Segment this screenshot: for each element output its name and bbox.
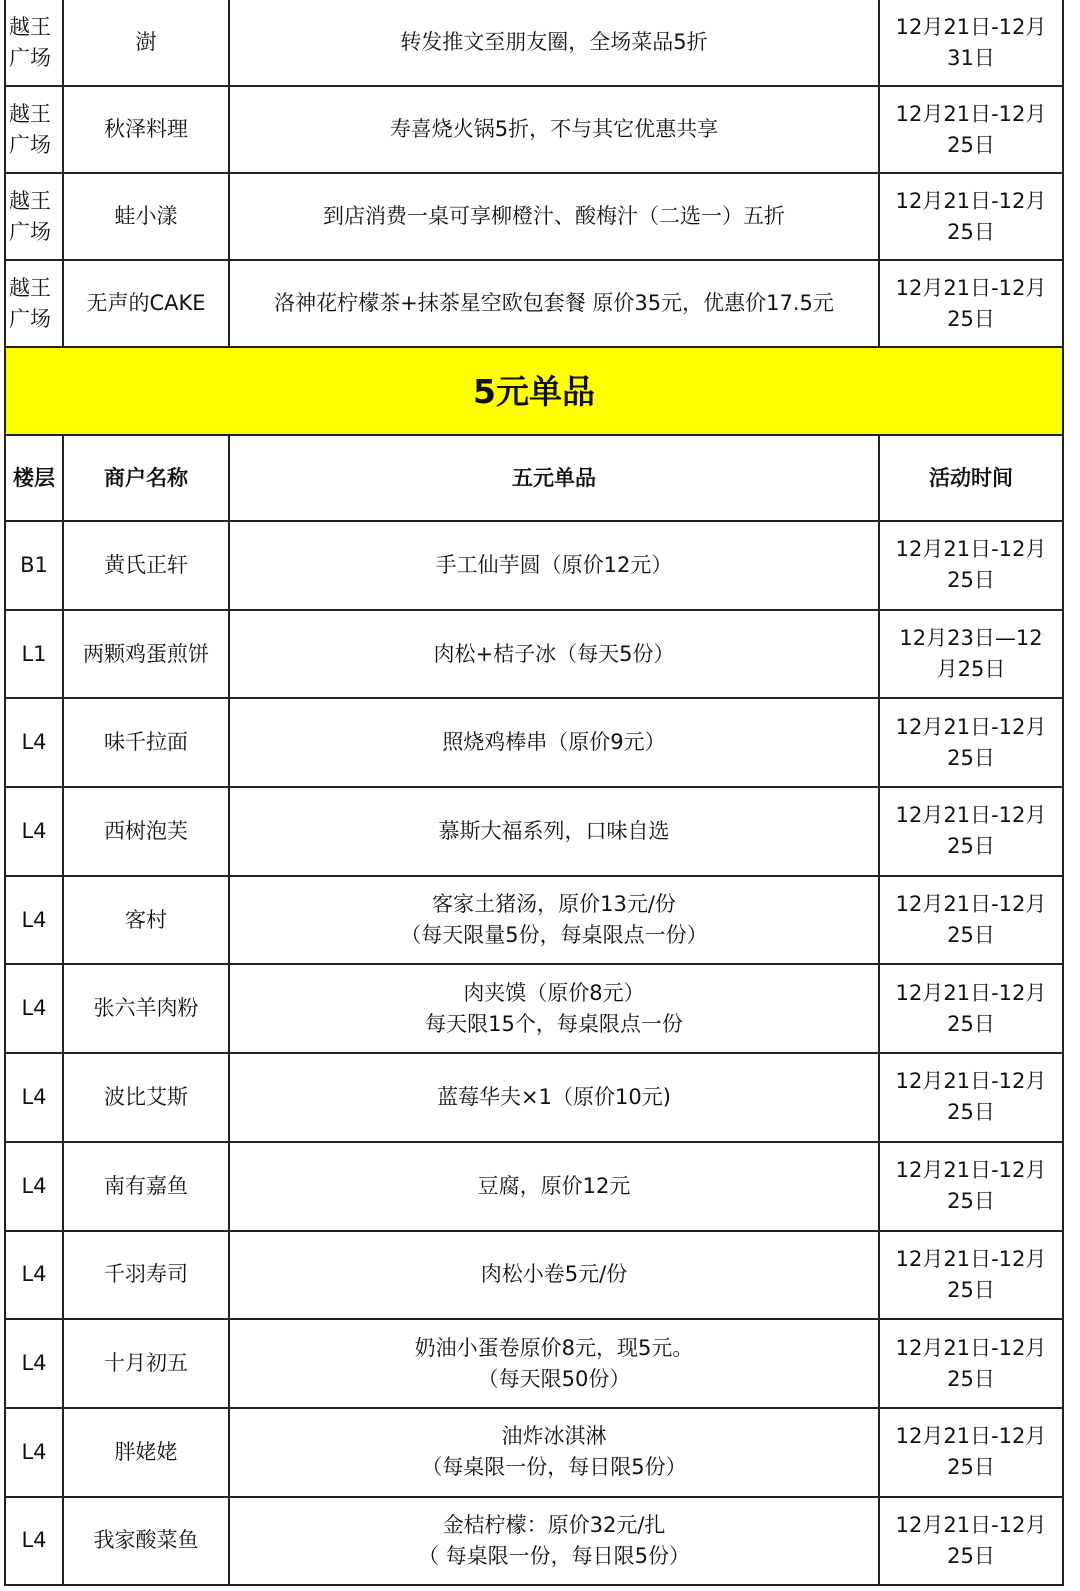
cell-floor: L4 [5,964,63,1053]
cell-offer: 手工仙芋圆（原价12元） [229,521,879,610]
header-merchant: 商户名称 [63,435,229,521]
cell-merchant: 澍 [63,0,229,86]
cell-offer: 照烧鸡棒串（原价9元） [229,698,879,787]
promotion-table [4,0,1064,1586]
section-title-row [5,347,1063,435]
cell-merchant: 胖姥姥 [63,1408,229,1497]
cell-time: 12月21日-12月 25日 [879,964,1063,1053]
cell-offer: 到店消费一桌可享柳橙汁、酸梅汁（二选一）五折 [229,173,879,260]
table-row [5,787,1063,876]
cell-floor: L4 [5,1231,63,1320]
header-floor: 楼层 [5,435,63,521]
table-row [5,964,1063,1053]
cell-time: 12月21日-12月 25日 [879,1142,1063,1231]
table-row [5,876,1063,965]
cell-time: 12月21日-12月 25日 [879,876,1063,965]
header-time: 活动时间 [879,435,1063,521]
cell-time: 12月21日-12月 25日 [879,1497,1063,1586]
cell-offer: 客家土猪汤，原价13元/份 （每天限量5份，每桌限点一份） [229,876,879,965]
cell-offer: 金桔柠檬：原价32元/扎 （ 每桌限一份，每日限5份） [229,1497,879,1586]
cell-floor: L4 [5,787,63,876]
cell-offer: 洛神花柠檬茶+抹茶星空欧包套餐 原价35元，优惠价17.5元 [229,260,879,347]
cell-offer: 肉夹馍（原价8元） 每天限15个，每桌限点一份 [229,964,879,1053]
cell-time: 12月21日-12月 25日 [879,1319,1063,1408]
cell-time: 12月21日-12月 25日 [879,173,1063,260]
five-yuan-section [5,347,1063,521]
table-row [5,1319,1063,1408]
table-row [5,610,1063,699]
cell-time: 12月21日-12月 25日 [879,1408,1063,1497]
header-item: 五元单品 [229,435,879,521]
cell-offer: 转发推文至朋友圈，全场菜品5折 [229,0,879,86]
five-yuan-rows [5,521,1063,1585]
table-row [5,1053,1063,1142]
table-row [5,260,1063,347]
table-row [5,1142,1063,1231]
table-row [5,173,1063,260]
discount-rows [5,0,1063,347]
cell-floor: L1 [5,610,63,699]
cell-time: 12月21日-12月 25日 [879,787,1063,876]
cell-floor: L4 [5,698,63,787]
cell-offer: 豆腐，原价12元 [229,1142,879,1231]
cell-time: 12月21日-12月 25日 [879,1231,1063,1320]
cell-time: 12月21日-12月 25日 [879,698,1063,787]
cell-time: 12月21日-12月 25日 [879,1053,1063,1142]
cell-merchant: 味千拉面 [63,698,229,787]
cell-merchant: 我家酸菜鱼 [63,1497,229,1586]
cell-floor: L4 [5,1408,63,1497]
cell-merchant: 西树泡芙 [63,787,229,876]
cell-offer: 奶油小蛋卷原价8元，现5元。 （每天限50份） [229,1319,879,1408]
cell-offer: 肉松+桔子冰（每天5份） [229,610,879,699]
cell-floor: L4 [5,1142,63,1231]
table-row [5,0,1063,86]
cell-merchant: 南有嘉鱼 [63,1142,229,1231]
cell-offer: 蓝莓华夫×1（原价10元) [229,1053,879,1142]
cell-offer: 肉松小卷5元/份 [229,1231,879,1320]
section-title: 5元单品 [5,347,1063,435]
cell-time: 12月21日-12月 25日 [879,521,1063,610]
table-row [5,1408,1063,1497]
cell-floor: L4 [5,1319,63,1408]
cell-floor: 越王 广场 [5,173,63,260]
cell-merchant: 两颗鸡蛋煎饼 [63,610,229,699]
cell-floor: L4 [5,876,63,965]
table-row [5,698,1063,787]
cell-floor: 越王 广场 [5,0,63,86]
header-row [5,435,1063,521]
cell-floor: 越王 广场 [5,86,63,173]
cell-merchant: 客村 [63,876,229,965]
cell-floor: 越王 广场 [5,260,63,347]
cell-offer: 油炸冰淇淋 （每桌限一份，每日限5份） [229,1408,879,1497]
cell-merchant: 无声的CAKE [63,260,229,347]
cell-merchant: 秋泽料理 [63,86,229,173]
cell-merchant: 黄氏正轩 [63,521,229,610]
cell-merchant: 千羽寿司 [63,1231,229,1320]
cell-offer: 慕斯大福系列，口味自选 [229,787,879,876]
table-row [5,86,1063,173]
cell-merchant: 蛙小漾 [63,173,229,260]
cell-merchant: 张六羊肉粉 [63,964,229,1053]
cell-floor: L4 [5,1497,63,1586]
table-row [5,521,1063,610]
cell-time: 12月21日-12月 31日 [879,0,1063,86]
cell-time: 12月23日—12 月25日 [879,610,1063,699]
table-row [5,1231,1063,1320]
cell-merchant: 波比艾斯 [63,1053,229,1142]
cell-time: 12月21日-12月 25日 [879,86,1063,173]
table-row [5,1497,1063,1586]
cell-offer: 寿喜烧火锅5折，不与其它优惠共享 [229,86,879,173]
cell-time: 12月21日-12月 25日 [879,260,1063,347]
cell-merchant: 十月初五 [63,1319,229,1408]
cell-floor: L4 [5,1053,63,1142]
cell-floor: B1 [5,521,63,610]
